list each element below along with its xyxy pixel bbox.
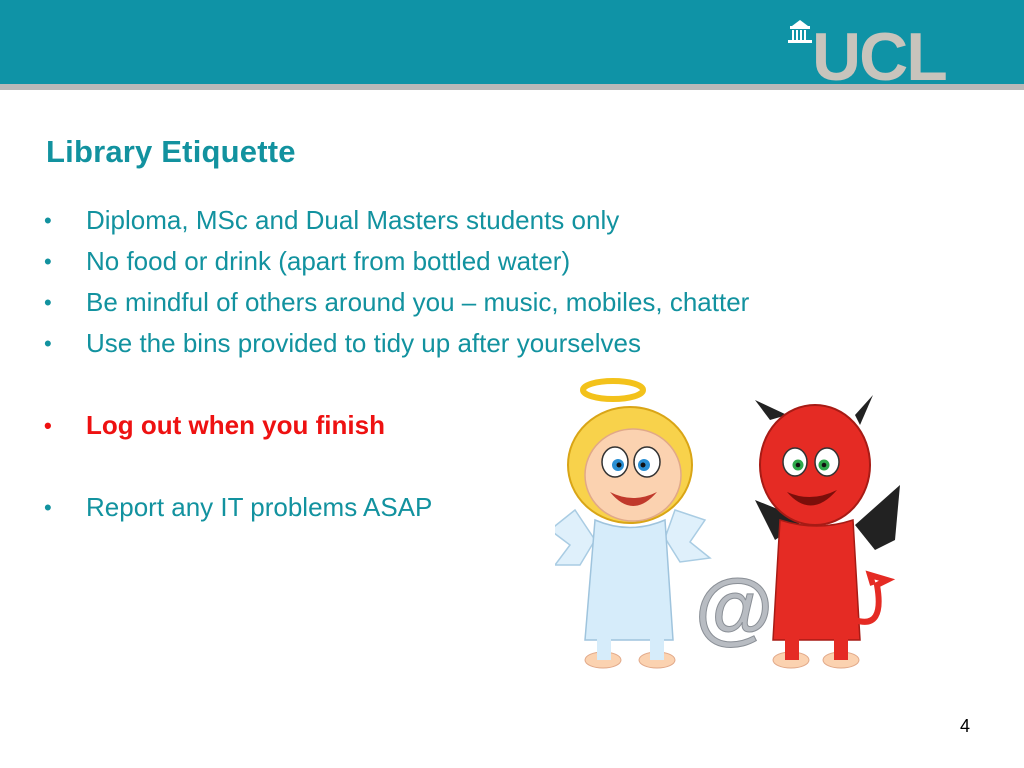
bullet-text: Diploma, MSc and Dual Masters students only	[86, 205, 620, 235]
header-band	[0, 0, 1024, 90]
at-sign: @	[695, 563, 774, 652]
bullet-dot: •	[44, 208, 52, 233]
page-number: 4	[960, 716, 971, 736]
bullet-dot: •	[44, 331, 52, 356]
bullet-text: Report any IT problems ASAP	[86, 492, 433, 522]
bullet-dot: •	[44, 290, 52, 315]
halo-icon	[583, 381, 643, 399]
bullet-dot: •	[44, 249, 52, 274]
ucl-logo-text: UCL	[812, 19, 946, 84]
bullet-text: No food or drink (apart from bottled water)	[86, 246, 571, 276]
slide-title: Library Etiquette	[46, 134, 296, 169]
bullet-dot: •	[44, 495, 52, 520]
bullet-text: Be mindful of others around you – music, mobiles, chatter	[86, 287, 750, 317]
ucl-logo	[780, 18, 980, 84]
angel-character	[555, 381, 710, 668]
angel-devil-illustration	[555, 370, 905, 690]
bullet-text: Use the bins provided to tidy up after yourselves	[86, 328, 641, 358]
bullet-text-emphasis: Log out when you finish	[86, 410, 385, 440]
portico-icon	[788, 20, 812, 43]
devil-character	[755, 395, 900, 668]
bullet-dot: •	[44, 413, 52, 438]
